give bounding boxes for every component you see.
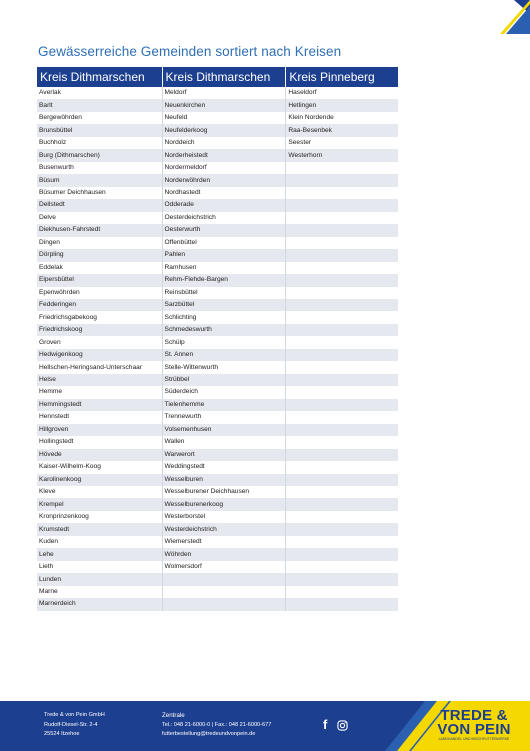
table-cell: Seester — [286, 137, 398, 149]
table-row — [37, 498, 398, 510]
table-row — [37, 411, 398, 423]
table-cell: Hedwigenkoog — [37, 349, 162, 361]
table-cell: Fedderingen — [37, 299, 162, 311]
table-row — [37, 586, 398, 598]
contact-info — [162, 711, 271, 740]
table-cell: Karolinenkoog — [37, 474, 162, 486]
logo-line-2: VON PEIN — [437, 721, 511, 738]
table-cell: Wöhrden — [162, 548, 286, 560]
table-cell — [286, 349, 398, 361]
table-cell: Stelle-Wittenwurth — [162, 361, 286, 373]
table-cell: Burg (Dithmarschen) — [37, 149, 162, 161]
table-cell: Norddeich — [162, 137, 286, 149]
company-city: 25524 Itzehoe — [44, 731, 80, 737]
table-cell: Klein Nordende — [286, 112, 398, 124]
table-row — [37, 336, 398, 348]
table-row — [37, 511, 398, 523]
table-cell: Neuenkirchen — [162, 99, 286, 111]
table-row — [37, 174, 398, 186]
table-cell: Haseldorf — [286, 87, 398, 99]
table-cell: Wiemerstedt — [162, 536, 286, 548]
logo-tagline: LANDHANDEL UND MISCHFUTTERWERKE — [438, 737, 510, 741]
table-cell: Schülp — [162, 336, 286, 348]
table-cell — [286, 424, 398, 436]
instagram-icon[interactable] — [337, 720, 348, 731]
table-row — [37, 299, 398, 311]
table-row — [37, 598, 398, 610]
corner-stripe-decoration — [500, 0, 530, 34]
table-cell — [286, 523, 398, 535]
table-cell — [286, 411, 398, 423]
table-cell: Wesselburener Deichhausen — [162, 486, 286, 498]
table-row — [37, 449, 398, 461]
facebook-icon[interactable]: f — [323, 717, 328, 732]
table-cell — [286, 361, 398, 373]
table-row — [37, 99, 398, 111]
table-row — [37, 523, 398, 535]
table-cell: Norderwöhrden — [162, 174, 286, 186]
table-row — [37, 149, 398, 161]
company-street: Rudolf-Diesel-Str. 2-4 — [44, 721, 98, 728]
table-cell — [286, 199, 398, 211]
table-cell: Kronprinzenkoog — [37, 511, 162, 523]
table-cell: Volsemenhusen — [162, 424, 286, 436]
table-cell — [286, 212, 398, 224]
table-row — [37, 486, 398, 498]
table-cell: Hetlingen — [286, 99, 398, 111]
table-cell: Dellstedt — [37, 199, 162, 211]
table-cell: Hellschen-Heringsand-Unterschaar — [37, 361, 162, 373]
table-cell: Strübbel — [162, 374, 286, 386]
table-cell — [286, 249, 398, 261]
table-cell — [286, 486, 398, 498]
table-cell: Neufelderkoog — [162, 124, 286, 136]
table-row — [37, 461, 398, 473]
table-cell — [286, 299, 398, 311]
table-cell: Dingen — [37, 237, 162, 249]
table-row — [37, 573, 398, 585]
table-cell: Wesselburen — [162, 474, 286, 486]
table-cell: Süderdeich — [162, 386, 286, 398]
table-row — [37, 137, 398, 149]
table-cell: Averlak — [37, 87, 162, 99]
table-row — [37, 561, 398, 573]
table-cell: Kaiser-Wilhelm-Koog — [37, 461, 162, 473]
table-cell: Offenbüttel — [162, 237, 286, 249]
table-cell: Busenwurth — [37, 162, 162, 174]
contact-phone-fax: Tel.: 048 21-6000-0 | Fax.: 048 21-6000-677 — [162, 721, 272, 728]
table-row — [37, 311, 398, 323]
table-cell: Westerborstel — [162, 511, 286, 523]
table-cell: Lieth — [37, 561, 162, 573]
table-cell — [286, 548, 398, 560]
table-cell: Dörpling — [37, 249, 162, 261]
table-cell: Friedrichskoog — [37, 324, 162, 336]
table-cell: Ramhusen — [162, 262, 286, 274]
table-cell: Hennstedt — [37, 411, 162, 423]
table-row — [37, 87, 398, 99]
table-cell: Lehe — [37, 548, 162, 560]
table-cell — [286, 561, 398, 573]
table-cell: Schlichting — [162, 311, 286, 323]
table-row — [37, 237, 398, 249]
table-cell: Tielenhemme — [162, 399, 286, 411]
table-cell — [286, 224, 398, 236]
table-cell: Hemme — [37, 386, 162, 398]
table-cell: Helse — [37, 374, 162, 386]
table-cell: Oesterwurth — [162, 224, 286, 236]
table-cell: Groven — [37, 336, 162, 348]
table-row — [37, 548, 398, 560]
table-cell: Weddingstedt — [162, 461, 286, 473]
company-name: Trede & von Pein GmbH — [44, 712, 105, 718]
table-cell: Epenwöhrden — [37, 287, 162, 299]
table-cell: Meldorf — [162, 87, 286, 99]
table-cell: Elpersbüttel — [37, 274, 162, 286]
table-cell — [286, 262, 398, 274]
trede-von-pein-logo — [424, 709, 524, 743]
table-cell — [286, 174, 398, 186]
table-row — [37, 424, 398, 436]
contact-heading: Zentrale — [162, 712, 185, 719]
table-cell: Kuden — [37, 536, 162, 548]
table-cell: Neufeld — [162, 112, 286, 124]
table-row — [37, 287, 398, 299]
table-cell: Raa-Besenbek — [286, 124, 398, 136]
table-row — [37, 474, 398, 486]
table-cell — [286, 573, 398, 585]
table-cell: Kleve — [37, 486, 162, 498]
table-row — [37, 361, 398, 373]
contact-email[interactable]: futterbestellung@tredeundvonpein.de — [162, 731, 256, 737]
table-cell — [286, 386, 398, 398]
table-header-row — [37, 67, 398, 87]
table-cell — [286, 336, 398, 348]
table-cell — [162, 573, 286, 585]
table-cell: Wesselburenerkoog — [162, 498, 286, 510]
table-cell: Delve — [37, 212, 162, 224]
table-cell — [286, 399, 398, 411]
table-row — [37, 399, 398, 411]
table-cell — [286, 287, 398, 299]
table-cell: Krempel — [37, 498, 162, 510]
table-row — [37, 274, 398, 286]
table-row — [37, 124, 398, 136]
table-cell: Bergewöhrden — [37, 112, 162, 124]
table-row — [37, 187, 398, 199]
table-cell — [286, 536, 398, 548]
column-header-dithmarschen-2: Kreis Dithmarschen — [162, 67, 286, 87]
table-row — [37, 212, 398, 224]
page-title: Gewässerreiche Gemeinden sortiert nach Kreisen — [38, 44, 342, 59]
table-row — [37, 374, 398, 386]
column-header-pinneberg: Kreis Pinneberg — [286, 67, 398, 87]
table-cell — [286, 436, 398, 448]
table-body — [37, 87, 398, 611]
table-cell: Trennewurth — [162, 411, 286, 423]
table-cell: Eddelak — [37, 262, 162, 274]
table-cell: Pahlen — [162, 249, 286, 261]
footer — [0, 701, 530, 751]
table-cell: Wolmersdorf — [162, 561, 286, 573]
table-row — [37, 386, 398, 398]
table-cell — [286, 598, 398, 610]
table-cell: Barlt — [37, 99, 162, 111]
table-row — [37, 199, 398, 211]
table-cell — [286, 324, 398, 336]
table-cell: Wallen — [162, 436, 286, 448]
table-row — [37, 536, 398, 548]
company-address — [44, 711, 105, 740]
table-cell — [162, 598, 286, 610]
table-cell: Diekhusen-Fahrstedt — [37, 224, 162, 236]
table-row — [37, 349, 398, 361]
table-cell — [286, 461, 398, 473]
table-cell: Brunsbüttel — [37, 124, 162, 136]
table-row — [37, 436, 398, 448]
table-cell: Westerdeichstrich — [162, 523, 286, 535]
table-cell: Oesterdeichstrich — [162, 212, 286, 224]
table-cell: Buchholz — [37, 137, 162, 149]
table-cell: Büsumer Deichhausen — [37, 187, 162, 199]
table-cell — [286, 586, 398, 598]
table-row — [37, 262, 398, 274]
table-cell: Hollingstedt — [37, 436, 162, 448]
table-cell: Marne — [37, 586, 162, 598]
table-cell: Marnerdeich — [37, 598, 162, 610]
municipalities-table — [37, 67, 398, 611]
table-cell: Krumstedt — [37, 523, 162, 535]
table-cell: Hövede — [37, 449, 162, 461]
table-cell — [162, 586, 286, 598]
table-cell — [286, 474, 398, 486]
table-cell — [286, 274, 398, 286]
table-cell: Westerhorn — [286, 149, 398, 161]
table-row — [37, 112, 398, 124]
table-cell: Büsum — [37, 174, 162, 186]
table-cell — [286, 162, 398, 174]
table-cell — [286, 449, 398, 461]
column-header-dithmarschen-1: Kreis Dithmarschen — [37, 67, 162, 87]
table-cell: Friedrichsgabekoog — [37, 311, 162, 323]
table-cell: Nordermeldorf — [162, 162, 286, 174]
table-cell: Norderheistedt — [162, 149, 286, 161]
table-cell — [286, 511, 398, 523]
table-cell — [286, 237, 398, 249]
table-cell: Schmedeswurth — [162, 324, 286, 336]
table-cell: Reinsbüttel — [162, 287, 286, 299]
table-row — [37, 324, 398, 336]
table-row — [37, 224, 398, 236]
table-cell — [286, 498, 398, 510]
table-cell — [286, 311, 398, 323]
table-cell: Hemmingstedt — [37, 399, 162, 411]
table-cell: Sarzbüttel — [162, 299, 286, 311]
table-cell: Nordhastedt — [162, 187, 286, 199]
table-cell — [286, 187, 398, 199]
table-row — [37, 162, 398, 174]
table-cell: Hillgroven — [37, 424, 162, 436]
table-cell: Lunden — [37, 573, 162, 585]
logo-line-1: TREDE & — [440, 707, 508, 724]
table-cell: Warwerort — [162, 449, 286, 461]
table-cell: Odderade — [162, 199, 286, 211]
table-cell — [286, 374, 398, 386]
table-row — [37, 249, 398, 261]
table-cell: Rehm-Flehde-Bargen — [162, 274, 286, 286]
table-cell: St. Annen — [162, 349, 286, 361]
